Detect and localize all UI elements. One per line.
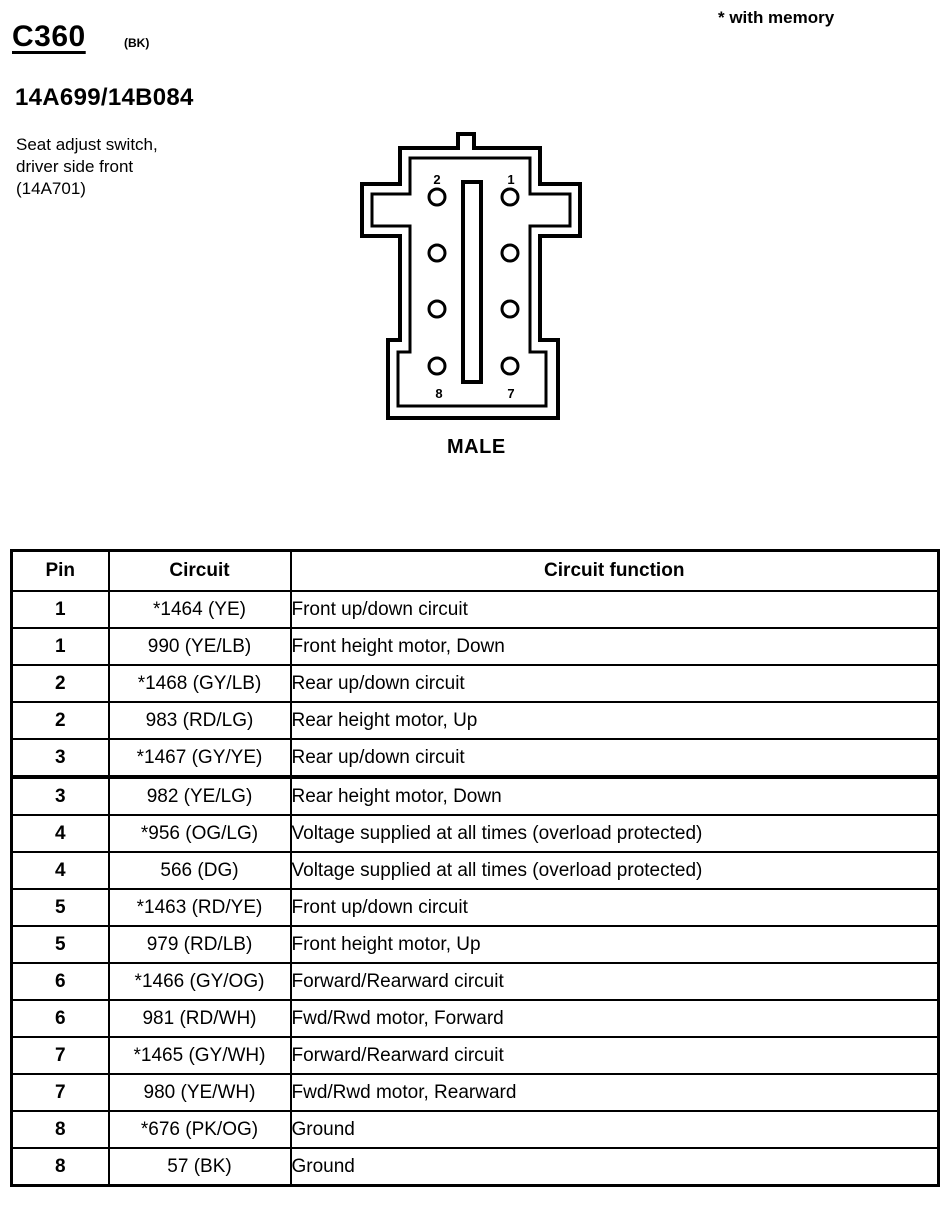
circuit-cell: 990 (YE/LB) [109, 628, 291, 665]
function-cell: Rear height motor, Down [291, 777, 939, 815]
pin-cell: 5 [12, 889, 109, 926]
table-row [12, 665, 939, 702]
circuit-cell: 981 (RD/WH) [109, 1000, 291, 1037]
circuit-cell: *676 (PK/OG) [109, 1111, 291, 1148]
function-cell: Fwd/Rwd motor, Rearward [291, 1074, 939, 1111]
table-row [12, 889, 939, 926]
pin-2-socket [429, 189, 445, 205]
circuit-cell: *1467 (GY/YE) [109, 739, 291, 777]
pin-cell: 8 [12, 1148, 109, 1186]
header-function: Circuit function [291, 551, 939, 592]
pin-cell: 1 [12, 591, 109, 628]
circuit-cell: 983 (RD/LG) [109, 702, 291, 739]
table-row [12, 926, 939, 963]
pin-cell: 2 [12, 665, 109, 702]
table-row [12, 739, 939, 777]
function-cell: Voltage supplied at all times (overload protected) [291, 815, 939, 852]
pin-cell: 1 [12, 628, 109, 665]
pin-label-2: 2 [433, 172, 441, 187]
table-row [12, 777, 939, 815]
connector-face-diagram [355, 128, 605, 428]
function-cell: Forward/Rearward circuit [291, 1037, 939, 1074]
pin-cell: 3 [12, 739, 109, 777]
function-cell: Front up/down circuit [291, 591, 939, 628]
pin-cell: 2 [12, 702, 109, 739]
description-line-2: driver side front [16, 157, 134, 176]
connector-color-code: (BK) [124, 36, 150, 50]
memory-footnote: * with memory [718, 8, 835, 27]
circuit-cell: 982 (YE/LG) [109, 777, 291, 815]
table-row [12, 963, 939, 1000]
circuit-cell: *1463 (RD/YE) [109, 889, 291, 926]
description-line-3: (14A701) [16, 179, 86, 198]
table-row [12, 1148, 939, 1186]
pin-6-socket [429, 301, 445, 317]
function-cell: Ground [291, 1111, 939, 1148]
pin-cell: 5 [12, 926, 109, 963]
circuit-cell: 566 (DG) [109, 852, 291, 889]
function-cell: Front height motor, Down [291, 628, 939, 665]
table-row [12, 1074, 939, 1111]
header-circuit: Circuit [109, 551, 291, 592]
circuit-cell: 57 (BK) [109, 1148, 291, 1186]
description-line-1: Seat adjust switch, [16, 135, 158, 154]
connector-id: C360 [12, 20, 86, 53]
pin-cell: 6 [12, 963, 109, 1000]
function-cell: Ground [291, 1148, 939, 1186]
table-row [12, 852, 939, 889]
circuit-cell: 979 (RD/LB) [109, 926, 291, 963]
pin-circuit-table [10, 549, 940, 1187]
pin-label-1: 1 [507, 172, 515, 187]
connector-gender-label: MALE [447, 436, 506, 458]
pin-label-8: 8 [435, 386, 443, 401]
circuit-cell: *1464 (YE) [109, 591, 291, 628]
circuit-cell: *956 (OG/LG) [109, 815, 291, 852]
table-row [12, 1000, 939, 1037]
pin-4-socket [429, 245, 445, 261]
table-row [12, 591, 939, 628]
table-row [12, 1111, 939, 1148]
table-row [12, 1037, 939, 1074]
pin-1-socket [502, 189, 518, 205]
pin-7-socket [502, 358, 518, 374]
pin-cell: 3 [12, 777, 109, 815]
function-cell: Front height motor, Up [291, 926, 939, 963]
pin-3-socket [502, 245, 518, 261]
circuit-cell: *1466 (GY/OG) [109, 963, 291, 1000]
function-cell: Forward/Rearward circuit [291, 963, 939, 1000]
pin-cell: 8 [12, 1111, 109, 1148]
pin-cell: 7 [12, 1037, 109, 1074]
pin-cell: 7 [12, 1074, 109, 1111]
part-number: 14A699/14B084 [15, 84, 194, 111]
function-cell: Fwd/Rwd motor, Forward [291, 1000, 939, 1037]
function-cell: Rear up/down circuit [291, 665, 939, 702]
table-header-row [12, 551, 939, 592]
function-cell: Rear up/down circuit [291, 739, 939, 777]
circuit-cell: *1465 (GY/WH) [109, 1037, 291, 1074]
header-pin: Pin [12, 551, 109, 592]
pin-cell: 6 [12, 1000, 109, 1037]
pin-cell: 4 [12, 815, 109, 852]
table-row [12, 815, 939, 852]
center-key-bar [463, 182, 481, 382]
pin-5-socket [502, 301, 518, 317]
circuit-cell: 980 (YE/WH) [109, 1074, 291, 1111]
pin-8-socket [429, 358, 445, 374]
function-cell: Rear height motor, Up [291, 702, 939, 739]
table-row [12, 628, 939, 665]
pin-cell: 4 [12, 852, 109, 889]
function-cell: Voltage supplied at all times (overload protected) [291, 852, 939, 889]
function-cell: Front up/down circuit [291, 889, 939, 926]
pin-label-7: 7 [507, 386, 515, 401]
circuit-cell: *1468 (GY/LB) [109, 665, 291, 702]
table-row [12, 702, 939, 739]
